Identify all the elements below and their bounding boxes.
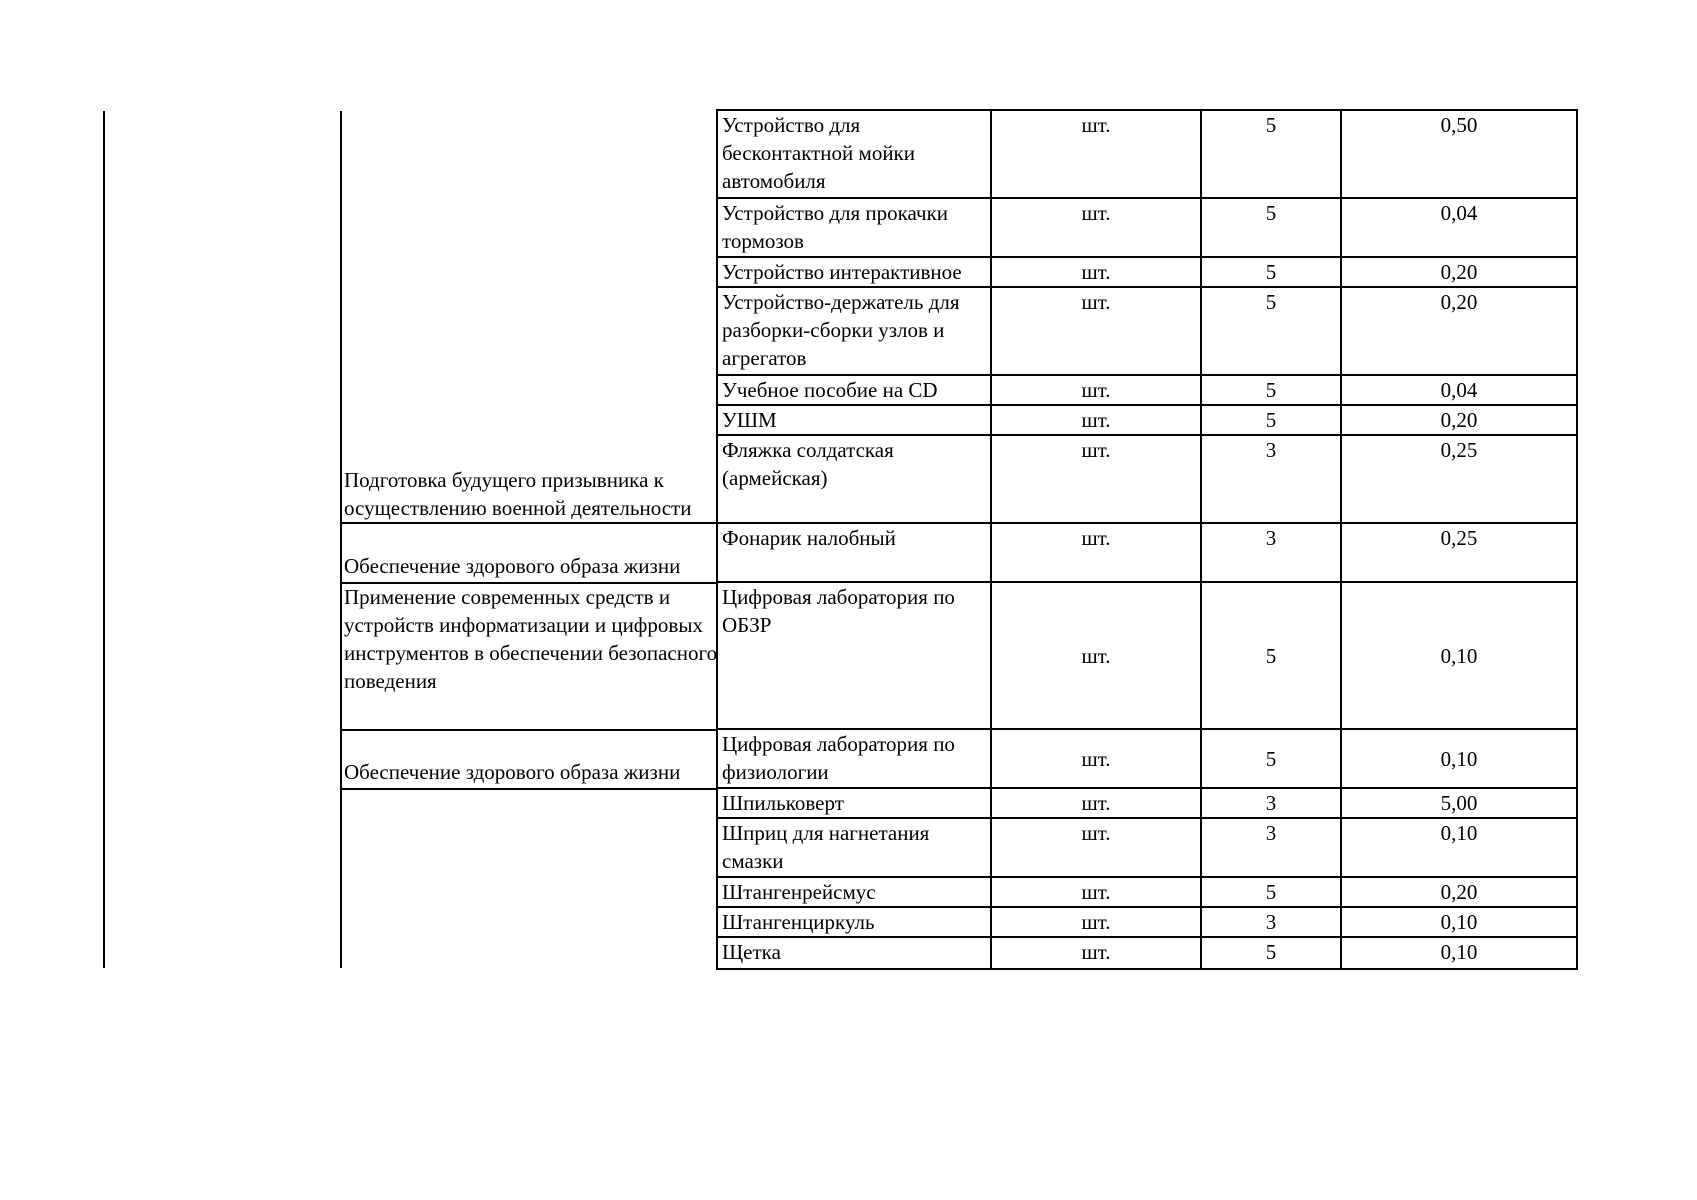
item-value: 0,10 <box>1341 818 1577 877</box>
table-row <box>717 198 1577 257</box>
table-row <box>717 405 1577 435</box>
item-unit: шт. <box>991 818 1201 877</box>
item-unit: шт. <box>991 435 1201 523</box>
topic-cell: Применение современных средств и устройств информатизации и цифровых инструментов в обеспечении безопасного поведения <box>344 585 718 693</box>
item-qty: 5 <box>1201 582 1341 729</box>
item-qty: 5 <box>1201 877 1341 907</box>
topic-divider <box>340 729 718 731</box>
item-name: Фляжка солдатская (армейская) <box>717 435 991 523</box>
item-value: 0,04 <box>1341 375 1577 405</box>
table-row <box>717 907 1577 937</box>
item-name: Шприц для нагнетания смазки <box>717 818 991 877</box>
item-qty: 5 <box>1201 937 1341 969</box>
item-qty: 5 <box>1201 257 1341 287</box>
topic-divider <box>340 522 718 524</box>
item-qty: 5 <box>1201 110 1341 198</box>
table-row <box>717 523 1577 582</box>
item-qty: 5 <box>1201 287 1341 375</box>
topic-cell: Подготовка будущего призывника к осуществлению военной деятельности <box>344 468 692 520</box>
item-qty: 3 <box>1201 435 1341 523</box>
item-name: Устройство интерактивное <box>717 257 991 287</box>
item-name: Фонарик налобный <box>717 523 991 582</box>
item-name: Штангенциркуль <box>717 907 991 937</box>
item-name: Устройство-держатель для разборки-сборки узлов и агрегатов <box>717 287 991 375</box>
item-name: Учебное пособие на CD <box>717 375 991 405</box>
item-qty: 5 <box>1201 375 1341 405</box>
table-row <box>717 110 1577 198</box>
table-row <box>717 257 1577 287</box>
item-value: 0,20 <box>1341 257 1577 287</box>
item-name: Устройство для прокачки тормозов <box>717 198 991 257</box>
item-name: Щетка <box>717 937 991 969</box>
topic-cell: Обеспечение здорового образа жизни <box>344 554 681 578</box>
item-unit: шт. <box>991 405 1201 435</box>
item-qty: 5 <box>1201 729 1341 788</box>
item-value: 0,10 <box>1341 937 1577 969</box>
item-unit: шт. <box>991 287 1201 375</box>
topic-divider <box>340 788 718 790</box>
item-value: 0,10 <box>1341 729 1577 788</box>
table-row <box>717 818 1577 877</box>
topic-cell: Обеспечение здорового образа жизни <box>344 760 681 784</box>
equipment-table <box>716 109 1578 970</box>
topic-column-border-line <box>340 111 342 968</box>
table-row <box>717 729 1577 788</box>
item-value: 0,25 <box>1341 523 1577 582</box>
item-unit: шт. <box>991 110 1201 198</box>
item-unit: шт. <box>991 907 1201 937</box>
item-unit: шт. <box>991 375 1201 405</box>
item-name: Цифровая лаборатория по ОБЗР <box>717 582 991 729</box>
item-value: 0,50 <box>1341 110 1577 198</box>
item-name: Цифровая лаборатория по физиологии <box>717 729 991 788</box>
item-value: 5,00 <box>1341 788 1577 818</box>
item-name: Шпильковерт <box>717 788 991 818</box>
table-row <box>717 287 1577 375</box>
item-unit: шт. <box>991 523 1201 582</box>
item-unit: шт. <box>991 257 1201 287</box>
table-row <box>717 937 1577 969</box>
table-row <box>717 435 1577 523</box>
item-name: УШМ <box>717 405 991 435</box>
item-value: 0,04 <box>1341 198 1577 257</box>
item-qty: 3 <box>1201 907 1341 937</box>
item-value: 0,20 <box>1341 877 1577 907</box>
item-value: 0,25 <box>1341 435 1577 523</box>
item-value: 0,20 <box>1341 287 1577 375</box>
left-border-line <box>103 111 105 968</box>
item-unit: шт. <box>991 729 1201 788</box>
item-unit: шт. <box>991 788 1201 818</box>
item-name: Штангенрейсмус <box>717 877 991 907</box>
item-qty: 5 <box>1201 405 1341 435</box>
item-qty: 5 <box>1201 198 1341 257</box>
item-value: 0,10 <box>1341 907 1577 937</box>
item-qty: 3 <box>1201 788 1341 818</box>
table-row <box>717 582 1577 729</box>
item-unit: шт. <box>991 877 1201 907</box>
item-value: 0,20 <box>1341 405 1577 435</box>
item-unit: шт. <box>991 582 1201 729</box>
item-name: Устройство для бесконтактной мойки автомобиля <box>717 110 991 198</box>
table-row <box>717 375 1577 405</box>
item-value: 0,10 <box>1341 582 1577 729</box>
item-qty: 3 <box>1201 818 1341 877</box>
table-row <box>717 788 1577 818</box>
table-row <box>717 877 1577 907</box>
item-unit: шт. <box>991 198 1201 257</box>
item-unit: шт. <box>991 937 1201 969</box>
item-qty: 3 <box>1201 523 1341 582</box>
